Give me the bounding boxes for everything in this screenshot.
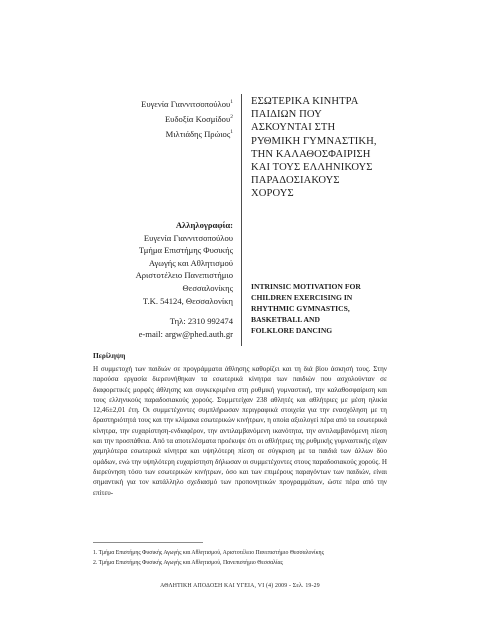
abstract-text: Η συμμετοχή των παιδιών σε προγράμματα άθλησης καθορίζει και τη διά βίου άσκησή τους. Στην παρούσα εργασία διερευνήθηκαν τα εσωτερικά κίνητρα των παιδιών που ασχολούνταν σε διαφορετικές μορφές άθλησης και συγκεκριμένα στη ρυθμική γυμναστική, την καλαθοσφαίριση και τους ελληνικούς παραδοσιακούς χορούς. Συμμετείχαν 238 αθλητές και αθλήτριες με μέση ηλικία 12,46±2,01 έτη. Οι συμμετέχοντες συμπλήρωσαν περιγραφικά στοιχεία για την ενασχόληση με τη δραστηριότητά τους και την κλίμακα εσωτερικών κινήτρων, η οποία αξιολογεί πέρα από τα εσωτερικά κίνητρα, την ευχαρίστηση-ενδιαφέρον, την αντιλαμβανόμενη ικανότητα, την αντιλαμβανόμενη πίεση και την προσπάθεια. Από τα αποτελέσματα προέκυψε ότι οι αθλήτριες της ρυθμικής γυμναστικής είχαν χαμηλότερα εσωτερικά κίνητρα και υψηλότερη πίεση σε σύγκριση με τα παιδιά των άλλων δύο ομάδων, ενώ την υψηλότερη ευχαρίστηση δήλωσαν οι συμμετέχοντες στους παραδοσιακούς χορούς. Η διερεύνηση τόσο των εσωτερικών κινήτρων, όσο και των επιμέρους παραγόντων των παιδιών, είναι σημαντική για τον κατάλληλο σχεδιασμό των προπονητικών προγραμμάτων, ώστε πέρα από την επίτευ- (93, 365, 387, 497)
footnote: 1. Τμήμα Επιστήμης Φυσικής Αγωγής και Αθλητισμού, Αριστοτέλειο Πανεπιστήμιο Θεσσαλονίκης (93, 550, 324, 556)
footnotes (93, 548, 393, 568)
correspondence-line: Τμήμα Επιστήμης Φυσικής (138, 245, 233, 256)
greek-title: ΕΣΩΤΕΡΙΚΑ ΚΙΝΗΤΡΑ ΠΑΙΔΙΩΝ ΠΟΥ ΑΣΚΟΥΝΤΑΙ ΣΤΗ ΡΥΘΜΙΚΗ ΓΥΜΝΑΣΤΙΚΗ, ΤΗΝ ΚΑΛΑΘΟΣΦΑΙΡΙΣΗ ΚΑΙ ΤΟΥΣ ΕΛΛΗΝΙΚΟΥΣ ΠΑΡΑΔΟΣΙΑΚΟΥΣ ΧΟΡΟΥΣ (251, 96, 377, 200)
correspondence-heading: Αλληλογραφία: (175, 220, 233, 230)
column-divider (241, 94, 242, 346)
journal-footer: ΑΘΛΗΤΙΚΗ ΑΠΟΔΟΣΗ ΚΑΙ ΥΓΕΙΑ, VI (4) 2009 - Σελ. 19-29 (160, 583, 320, 589)
author: Ευδοξία Κοσμίδου$^2$ (164, 113, 233, 124)
author-list (60, 96, 233, 141)
abstract-heading: Περίληψη (93, 351, 126, 360)
correspondence-line: Αριστοτέλειο Πανεπιστήμιο (135, 270, 233, 281)
footnote-rule (93, 542, 203, 543)
correspondence-line: Αγωγής και Αθλητισμού (148, 257, 233, 268)
correspondence-block (60, 219, 233, 340)
author: Ευγενία Γιαννιτσοπούλου$^1$ (141, 98, 233, 109)
correspondence-line: Θεσσαλονίκης (182, 282, 233, 293)
footnote: 2. Τμήμα Επιστήμης Φυσικής Αγωγής και Αθλητισμού, Πανεπιστήμιο Θεσσαλίας (93, 560, 283, 567)
email-address: e-mail: argw@phed.auth.gr (138, 328, 233, 339)
correspondence-line: Ευγενία Γιαννιτσοπούλου (143, 232, 233, 243)
english-title: INTRINSIC MOTIVATION FOR CHILDREN EXERCISING IN RHYTHMIC GYMNASTICS, BASKETBALL AND FOLKLORE DANCING (251, 282, 361, 335)
author: Μιλτιάδης Πρώιος$^1$ (165, 128, 233, 139)
phone-number: Τηλ: 2310 992474 (169, 316, 233, 327)
correspondence-line: Τ.Κ. 54124, Θεσσαλονίκη (142, 295, 233, 306)
